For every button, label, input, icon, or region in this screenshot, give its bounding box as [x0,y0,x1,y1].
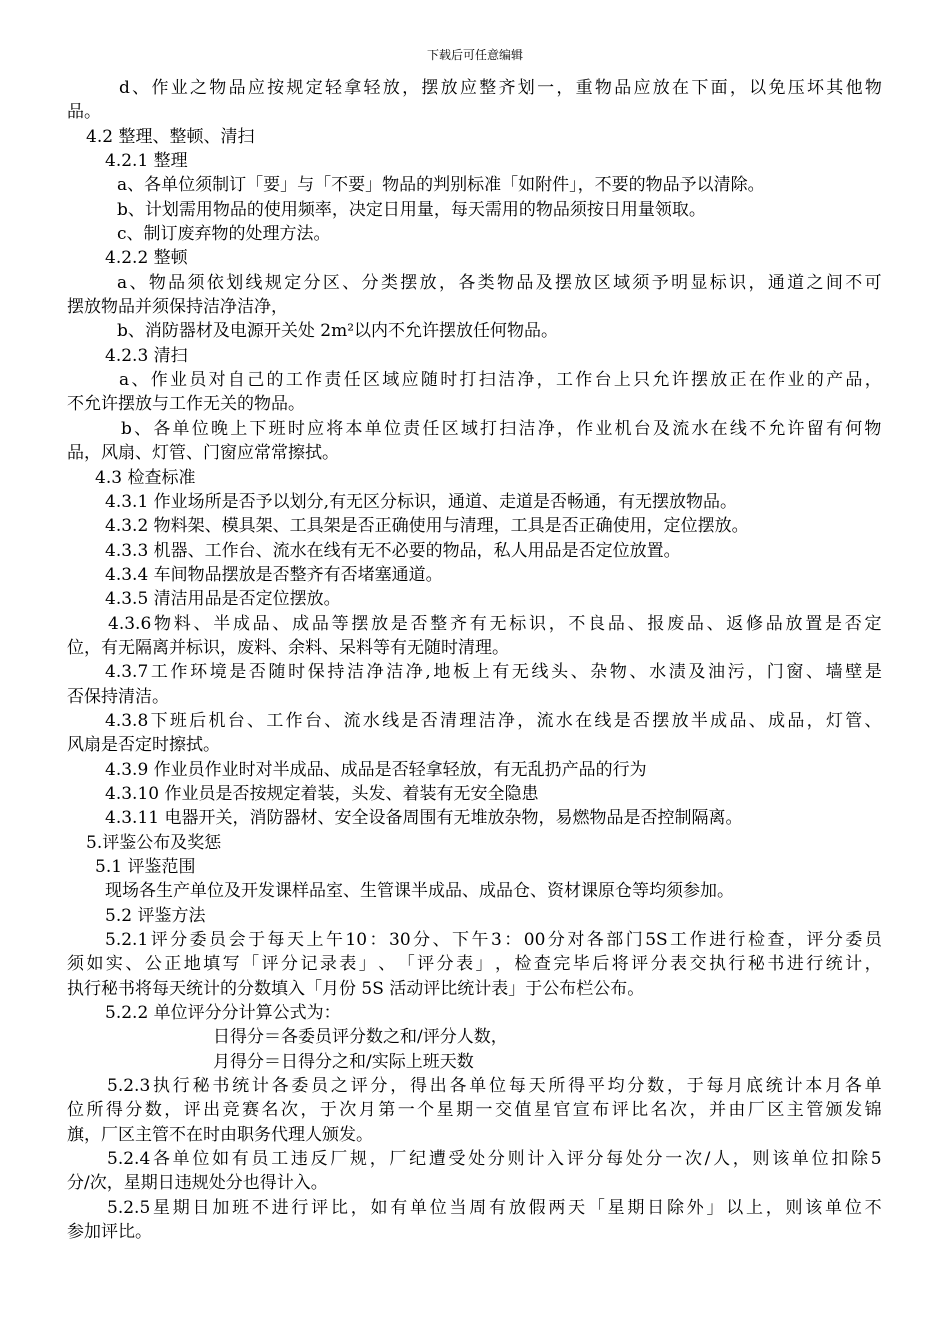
text-line: 4.3.6 物 料 、 半 成 品 、 成 品 等 摆 放 是 否 整 齐 有 无 标 识 ， 不 良 品 、 报 废 品 、 返 修 品 放 置 是 否 定 [108,613,882,634]
text-line: 4.3.1 作业场所是否予以划分,有无区分标识，通道、走道是否畅通，有无摆放物品。 [105,491,738,512]
text-line: 品。 [67,102,101,123]
text-line: b 、 各 单 位 晚 上 下 班 时 应 将 本 单 位 责 任 区 域 打 扫 洁 净 ， 作 业 机 台 及 流 水 在 线 不 允 许 留 有 何 物 [121,418,882,439]
text-line: 5.2 评鉴方法 [105,905,206,926]
text-line: 5.2.3 执 行 秘 书 统 计 各 委 员 之 评 分 ， 得 出 各 单 位 每 天 所 得 平 均 分 数 ， 于 每 月 底 统 计 本 月 各 单 [107,1076,882,1097]
text-line: b、计划需用物品的使用频率，决定日用量，每天需用的物品须按日用量领取。 [117,199,706,220]
text-line: 执行秘书将每天统计的分数填入「月份 5S 活动评比统计表」于公布栏公布。 [67,978,645,999]
text-line: a 、 作 业 员 对 自 己 的 工 作 责 任 区 域 应 随 时 打 扫 洁 净 ， 工 作 台 上 只 允 许 摆 放 正 在 作 业 的 产 品 ， [119,370,882,391]
text-line: 5.评鉴公布及奖惩 [86,832,222,853]
text-line: 4.3.3 机器、工作台、流水在线有无不必要的物品，私人用品是否定位放置。 [105,540,681,561]
text-line: 位 所 得 分 数 ， 评 出 竞 赛 名 次 ， 于 次 月 第 一 个 星 期 一 交 值 星 官 宣 布 评 比 名 次 ， 并 由 厂 区 主 管 颁 发 锦 [67,1100,882,1121]
text-line: 4.3.9 作业员作业时对半成品、成品是否轻拿轻放，有无乱扔产品的行为 [105,759,647,780]
text-line: a、各单位须制订「要」与「不要」物品的判别标准「如附件」，不要的物品予以清除。 [117,175,765,196]
text-line: 日得分＝各委员评分数之和/评分人数， [213,1027,508,1048]
text-line: 5.1 评鉴范围 [95,857,196,877]
text-line: 5.2.5 星 期 日 加 班 不 进 行 评 比 ， 如 有 单 位 当 周 有 放 假 两 天 「 星 期 日 除 外 」 以 上 ， 则 该 单 位 不 [107,1197,882,1218]
text-line: 5.2.4 各 单 位 如 有 员 工 违 反 厂 规 ， 厂 纪 遭 受 处 分 则 计 入 评 分 每 处 分 一 次 / 人 ， 则 该 单 位 扣 除 5 [107,1149,882,1170]
text-line: 4.3.8 下 班 后 机 台 、 工 作 台 、 流 水 线 是 否 清 理 洁 净 ， 流 水 在 线 是 否 摆 放 半 成 品 、 成 品 ， 灯 管 、 [105,710,882,731]
text-line: 5.2.2 单位评分分计算公式为： [105,1003,341,1024]
text-line: 参加评比。 [67,1222,152,1243]
text-line: 品，风扇、灯管、门窗应常常擦拭。 [67,443,339,464]
text-line: 摆放物品并须保持洁净洁净， [67,297,288,318]
text-line: 现场各生产单位及开发课样品室、生管课半成品、成品仓、资材课原仓等均须参加。 [105,881,734,902]
text-line: d 、 作 业 之 物 品 应 按 规 定 轻 拿 轻 放 ， 摆 放 应 整 齐 划 一 ， 重 物 品 应 放 在 下 面 ， 以 免 压 坏 其 他 物 [119,78,882,98]
text-line: 5.2.1 评 分 委 员 会 于 每 天 上 午 10 ： 30 分 、 下 午 3 ： 00 分 对 各 部 门 5S 工 作 进 行 检 查 ， 评 分 委 员 [105,930,882,951]
text-line: b、消防器材及电源开关处 2m²以内不允许摆放任何物品。 [117,321,559,342]
text-line: 4.3 检查标准 [95,467,196,488]
text-line: 4.2.2 整顿 [105,248,188,269]
text-line: 4.3.10 作业员是否按规定着装，头发、着装有无安全隐患 [105,783,539,804]
text-line: 4.3.5 清洁用品是否定位摆放。 [105,589,341,610]
text-line: 月得分＝日得分之和/实际上班天数 [213,1051,474,1072]
text-line: 位，有无隔离并标识，废料、余料、呆料等有无随时清理。 [67,637,509,658]
text-line: 须 如 实 、 公 正 地 填 写 「 评 分 记 录 表 」 、 「 评 分 表 」 ， 检 查 完 毕 后 将 评 分 表 交 执 行 秘 书 进 行 统 计 ， [67,954,882,975]
text-line: 风扇是否定时擦拭。 [67,735,220,756]
text-line: 否保持清洁。 [67,686,169,707]
text-line: 4.3.11 电器开关，消防器材、安全设备周围有无堆放杂物，易燃物品是否控制隔离。 [105,808,743,829]
text-line: 旗，厂区主管不在时由职务代理人颁发。 [67,1124,373,1145]
text-line: 4.3.7 工 作 环 境 是 否 随 时 保 持 洁 净 洁 净 , 地 板 上 有 无 线 头 、 杂 物 、 水 渍 及 油 污 ， 门 窗 、 墙 壁 是 [105,662,882,683]
text-line: 4.2.1 整理 [105,151,188,172]
text-line: 4.3.4 车间物品摆放是否整齐有否堵塞通道。 [105,564,443,585]
text-line: 不允许摆放与工作无关的物品。 [67,394,305,415]
text-line: 分/次，星期日违规处分也得计入。 [67,1173,328,1194]
text-line: 4.2.3 清扫 [105,345,188,366]
page-header-note: 下载后可任意编辑 [426,48,523,62]
text-line: a 、 物 品 须 依 划 线 规 定 分 区 、 分 类 摆 放 ， 各 类 物 品 及 摆 放 区 域 须 予 明 显 标 识 ， 通 道 之 间 不 可 [117,272,882,293]
text-line: 4.2 整理、整顿、清扫 [86,126,255,147]
text-line: c、制订废弃物的处理方法。 [117,224,331,245]
document-body [0,76,950,1245]
text-line: 4.3.2 物料架、模具架、工具架是否正确使用与清理，工具是否正确使用，定位摆放。 [105,516,749,537]
